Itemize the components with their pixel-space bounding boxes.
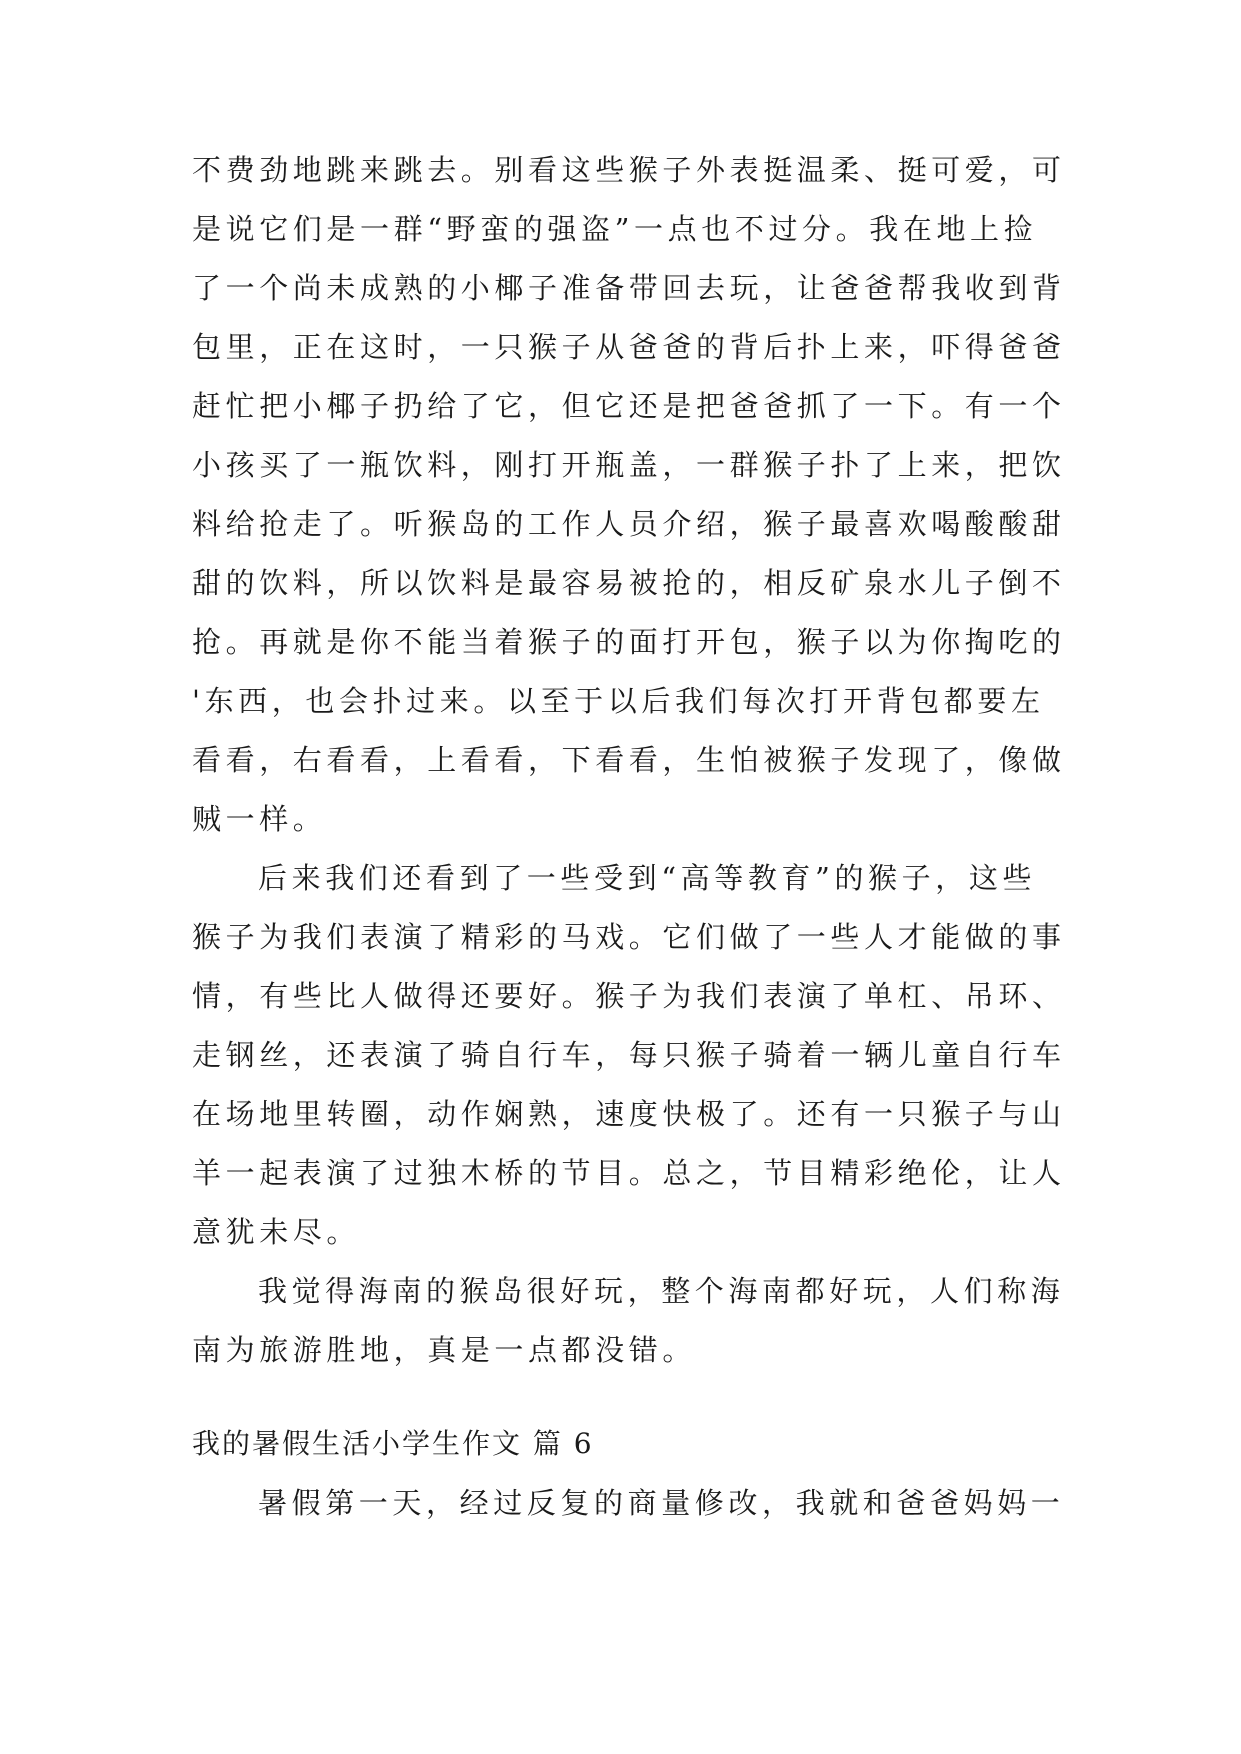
paragraph-line: 甜的饮料，所以饮料是最容易被抢的，相反矿泉水儿子倒不 <box>192 566 1066 600</box>
paragraph-line: 料给抢走了。听猴岛的工作人员介绍，猴子最喜欢喝酸酸甜 <box>192 507 1066 541</box>
paragraph-line: 南为旅游胜地，真是一点都没错。 <box>192 1333 697 1367</box>
paragraph-line: 赶忙把小椰子扔给了它，但它还是把爸爸抓了一下。有一个 <box>192 389 1066 423</box>
paragraph-line: '东西，也会扑过来。以至于以后我们每次打开背包都要左 <box>192 684 1045 718</box>
paragraph-line: 我觉得海南的猴岛很好玩，整个海南都好玩，人们称海 <box>258 1274 1065 1308</box>
section-heading: 我的暑假生活小学生作文 篇 6 <box>192 1427 594 1460</box>
paragraph-line: 小孩买了一瓶饮料，刚打开瓶盖，一群猴子扑了上来，把饮 <box>192 448 1066 482</box>
paragraph-line: 不费劲地跳来跳去。别看这些猴子外表挺温柔、挺可爱，可 <box>192 153 1066 187</box>
paragraph-line: 暑假第一天，经过反复的商量修改，我就和爸爸妈妈一 <box>258 1486 1065 1520</box>
paragraph-line: 是说它们是一群“野蛮的强盗”一点也不过分。我在地上捡 <box>192 212 1038 246</box>
paragraph-line: 羊一起表演了过独木桥的节目。总之，节目精彩绝伦，让人 <box>192 1156 1066 1190</box>
paragraph-line: 了一个尚未成熟的小椰子准备带回去玩，让爸爸帮我收到背 <box>192 271 1066 305</box>
paragraph-line: 情，有些比人做得还要好。猴子为我们表演了单杠、吊环、 <box>192 979 1066 1013</box>
paragraph-line: 走钢丝，还表演了骑自行车，每只猴子骑着一辆儿童自行车 <box>192 1038 1066 1072</box>
paragraph-line: 后来我们还看到了一些受到“高等教育”的猴子，这些 <box>258 861 1037 895</box>
paragraph-line: 抢。再就是你不能当着猴子的面打开包，猴子以为你掏吃的 <box>192 625 1066 659</box>
paragraph-line: 包里，正在这时，一只猴子从爸爸的背后扑上来，吓得爸爸 <box>192 330 1066 364</box>
paragraph-line: 看看，右看看，上看看，下看看，生怕被猴子发现了，像做 <box>192 743 1066 777</box>
paragraph-line: 意犹未尽。 <box>192 1215 361 1249</box>
paragraph-line: 猴子为我们表演了精彩的马戏。它们做了一些人才能做的事 <box>192 920 1066 954</box>
paragraph-line: 贼一样。 <box>192 802 327 836</box>
paragraph-line: 在场地里转圈，动作娴熟，速度快极了。还有一只猴子与山 <box>192 1097 1066 1131</box>
